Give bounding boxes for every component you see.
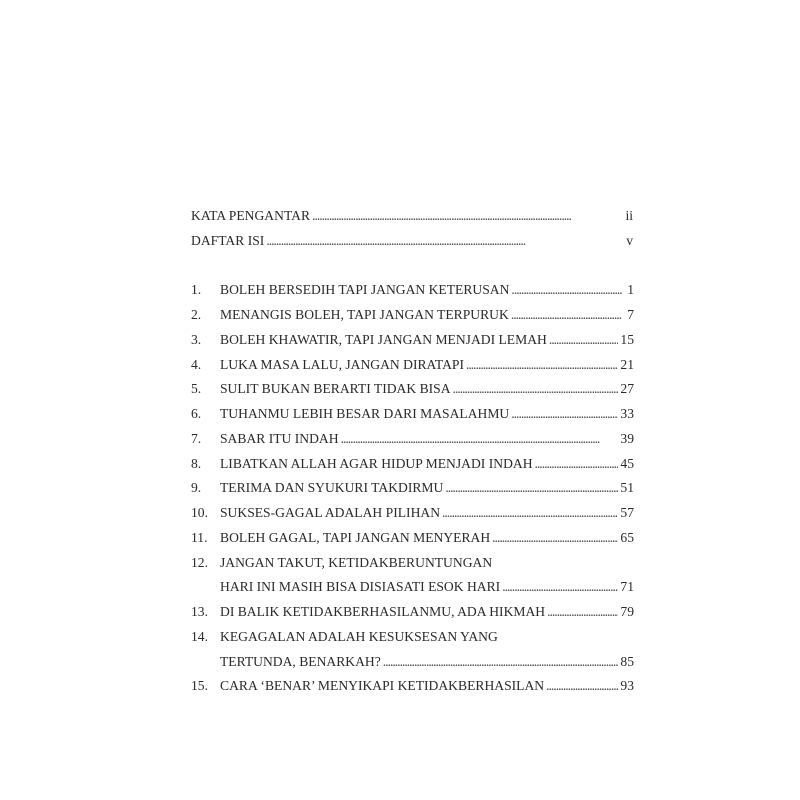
chapter-number: 15. <box>191 678 208 694</box>
dot-leader <box>445 476 618 501</box>
toc-entry-chapter <box>191 625 634 650</box>
entry-title: JANGAN TAKUT, KETIDAKBERUNTUNGAN <box>220 554 493 570</box>
toc-entry-chapter <box>191 575 634 600</box>
page-number: 45 <box>620 455 634 471</box>
toc-entry-chapter <box>191 551 634 576</box>
toc-entry-chapter <box>191 526 634 551</box>
chapter-number: 4. <box>191 356 202 372</box>
chapter-number: 8. <box>191 455 202 471</box>
page-number: 71 <box>620 579 634 595</box>
toc-entry-chapter <box>191 427 634 452</box>
chapter-number: 10. <box>191 505 208 520</box>
chapter-number: 2. <box>191 307 202 322</box>
entry-title: DI BALIK KETIDAKBERHASILANMU, ADA HIKMAH <box>220 604 546 619</box>
dot-leader <box>341 427 619 452</box>
entry-title: KEGAGALAN ADALAH KESUKSESAN YANG <box>220 628 498 644</box>
toc-entry-front-matter <box>191 204 634 229</box>
entry-title: LIBATKAN ALLAH AGAR HIDUP MENJADI INDAH <box>220 455 533 471</box>
dot-leader <box>535 452 619 477</box>
page-number: 1 <box>627 282 634 298</box>
toc-entry-chapter <box>191 674 634 699</box>
entry-title: SUKSES-GAGAL ADALAH PILIHAN <box>220 505 441 520</box>
entry-title: SABAR ITU INDAH <box>220 430 339 446</box>
entry-title: CARA ‘BENAR’ MENYIKAPI KETIDAKBERHASILAN <box>220 678 545 694</box>
toc-entry-chapter <box>191 402 634 427</box>
dot-leader <box>492 526 618 551</box>
dot-leader <box>442 501 618 526</box>
dot-leader <box>453 377 619 402</box>
entry-title: TERIMA DAN SYUKURI TAKDIRMU <box>220 480 444 496</box>
toc-entry-chapter <box>191 353 634 378</box>
toc-entry-chapter <box>191 303 634 328</box>
page-number: 79 <box>620 604 634 619</box>
dot-leader <box>466 353 618 378</box>
chapter-number: 12. <box>191 554 208 570</box>
toc-entry-chapter <box>191 452 634 477</box>
page-number: 15 <box>620 331 634 347</box>
toc-entry-chapter <box>191 650 634 675</box>
chapter-number: 6. <box>191 406 202 421</box>
toc-entry-chapter <box>191 501 634 526</box>
page-number: v <box>626 232 633 248</box>
chapter-number: 5. <box>191 381 202 397</box>
dot-leader <box>547 600 618 625</box>
dot-leader <box>511 303 622 328</box>
dot-leader <box>312 204 621 229</box>
table-of-contents <box>191 204 634 699</box>
entry-title: SULIT BUKAN BERARTI TIDAK BISA <box>220 381 451 397</box>
dot-leader <box>511 402 618 427</box>
chapter-number: 9. <box>191 480 202 496</box>
page-number: 93 <box>620 678 634 694</box>
dot-leader <box>549 328 619 353</box>
chapter-number: 11. <box>191 529 208 545</box>
toc-entry-chapter <box>191 278 634 303</box>
entry-title: DAFTAR ISI <box>191 232 265 248</box>
page-number: 57 <box>620 505 634 520</box>
page-number: 7 <box>627 307 634 322</box>
chapter-number: 1. <box>191 282 202 298</box>
toc-entry-chapter <box>191 476 634 501</box>
page-number: 85 <box>620 653 634 669</box>
entry-title: TERTUNDA, BENARKAH? <box>220 653 381 669</box>
toc-entry-chapter <box>191 328 634 353</box>
chapter-number: 13. <box>191 604 208 619</box>
entry-title: BOLEH GAGAL, TAPI JANGAN MENYERAH <box>220 529 491 545</box>
dot-leader <box>511 278 622 303</box>
toc-entry-chapter <box>191 377 634 402</box>
page-number: 21 <box>620 356 634 372</box>
toc-entry-front-matter <box>191 229 634 254</box>
entry-title: MENANGIS BOLEH, TAPI JANGAN TERPURUK <box>220 307 509 322</box>
page-number: 51 <box>620 480 634 496</box>
dot-leader <box>502 575 618 600</box>
entry-title: BOLEH KHAWATIR, TAPI JANGAN MENJADI LEMAH <box>220 331 547 347</box>
chapter-number: 14. <box>191 628 208 644</box>
chapter-number: 3. <box>191 331 202 347</box>
dot-leader <box>266 229 621 254</box>
page-number: 33 <box>620 406 634 421</box>
entry-title: LUKA MASA LALU, JANGAN DIRATAPI <box>220 356 464 372</box>
page-number: 65 <box>620 529 634 545</box>
page-number: ii <box>625 208 633 223</box>
page-number: 39 <box>620 430 634 446</box>
spacer <box>191 254 634 279</box>
entry-title: TUHANMU LEBIH BESAR DARI MASALAHMU <box>220 406 510 421</box>
chapter-number: 7. <box>191 430 202 446</box>
dot-leader <box>383 650 619 675</box>
page-number: 27 <box>620 381 634 397</box>
entry-title: HARI INI MASIH BISA DISIASATI ESOK HARI <box>220 579 501 595</box>
toc-entry-chapter <box>191 600 634 625</box>
entry-title: KATA PENGANTAR <box>191 208 311 223</box>
entry-title: BOLEH BERSEDIH TAPI JANGAN KETERUSAN <box>220 282 510 298</box>
dot-leader <box>546 674 618 699</box>
